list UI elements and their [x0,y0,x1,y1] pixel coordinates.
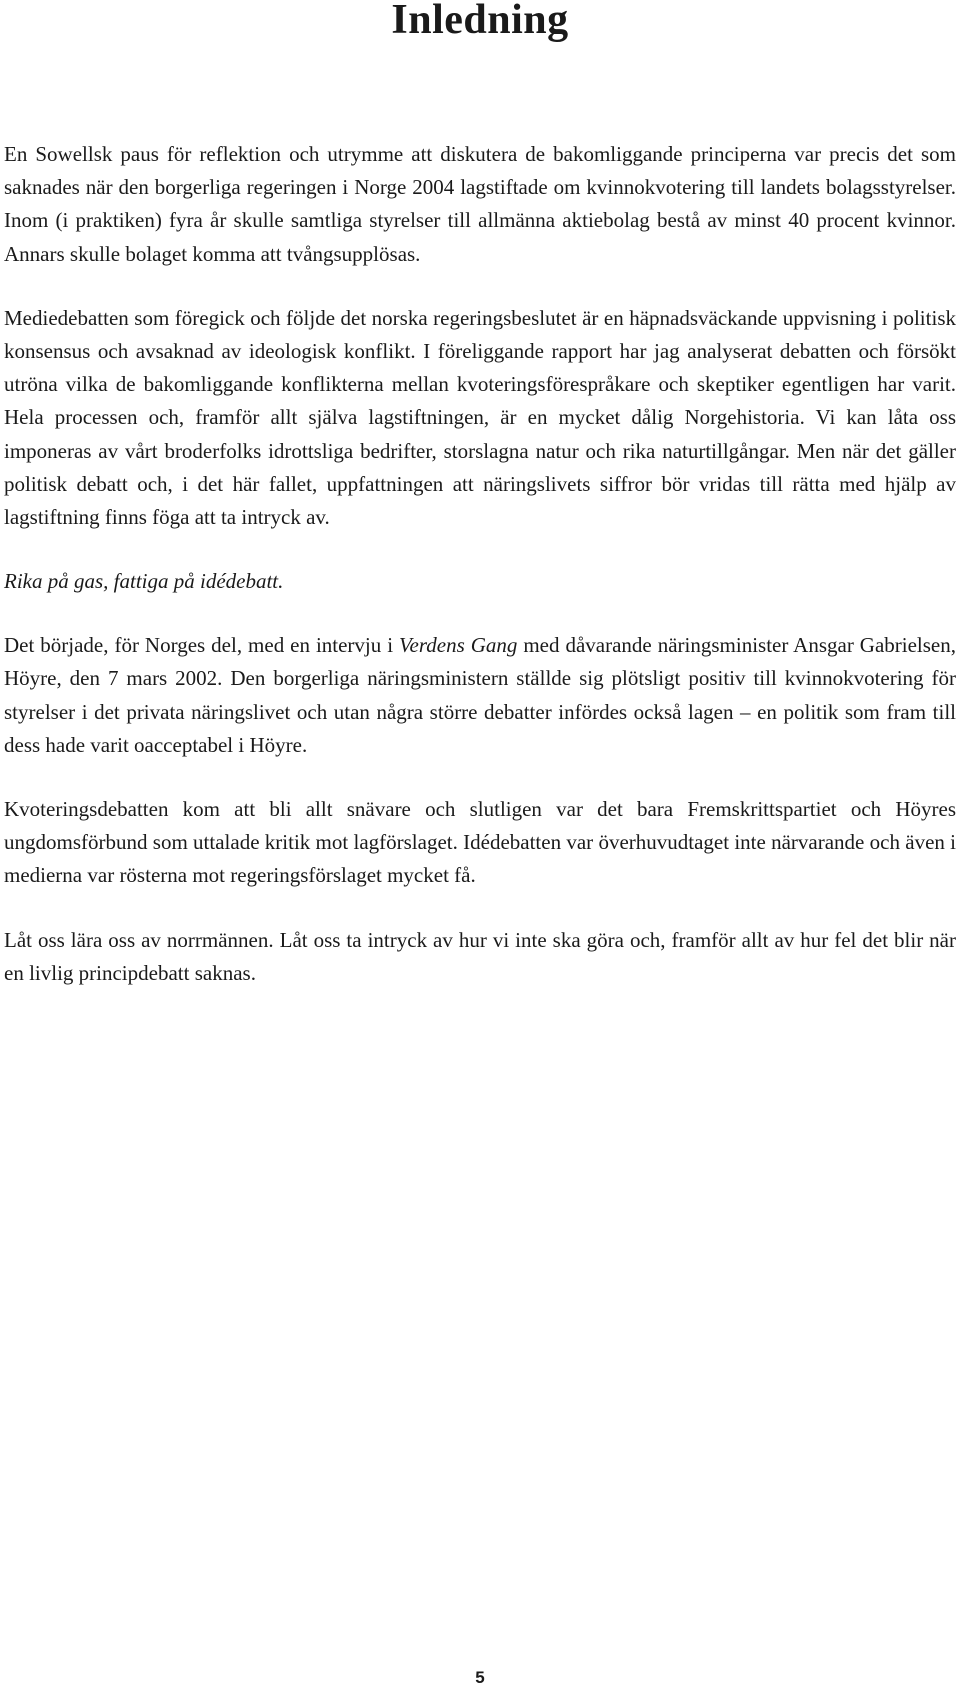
paragraph-5: Låt oss lära oss av norrmännen. Låt oss ta intryck av hur vi inte ska göra och, framför allt av hur fel det blir när en livlig principdebatt saknas. [4,927,956,985]
page-number: 5 [475,1668,485,1687]
paragraph-3-text-end: med dåvarande näringsminister Ansgar Gabrielsen, Höyre, den 7 mars 2002. Den borgerliga näringsministern ställde sig plötsligt positiv till kvinnokvotering för styrelser i det privata näringslivet och utan några större debatter infördes också lagen – en politik som fram till dess hade varit oacceptabel i Höyre. [4,633,956,757]
paragraph-3-text-start: Det började, för Norges del, med en intervju i [4,633,400,658]
page-title: Inledning [391,0,569,43]
body-text [4,138,956,990]
paragraph-2: Mediedebatten som föregick och följde det norska regeringsbeslutet är en häpnadsväckande uppvisning i politisk konsensus och avsaknad av ideologisk konflikt. I föreliggande rapport har jag analyserat debatten och försökt utröna vilka de bakomliggande konflikterna mellan kvoteringsförespråkare och skeptiker egentligen har varit. Hela processen och, framför allt själva lagstiftningen, är en mycket dålig Norgehistoria. Vi kan låta oss imponeras av vårt broderfolks idrottsliga bedrifter, storslagna natur och rika naturtillgångar. Men när det gäller politisk debatt och, i det här fallet, uppfattningen att näringslivets siffror bör vridas till rätta med hjälp av lagstiftning finns föga att ta intryck av. [4,305,956,530]
paragraph-4: Kvoteringsdebatten kom att bli allt snävare och slutligen var det bara Fremskrittspartiet och Höyres ungdomsförbund som uttalade kritik mot lagförslaget. Idédebatten var överhuvudtaget inte närvarande och även i medierna var rösterna mot regeringsförslaget mycket få. [4,797,956,888]
paragraph-3 [4,629,956,762]
newspaper-name: Verdens Gang [399,633,518,658]
section-subheading: Rika på gas, fattiga på idédebatt. [4,569,284,594]
paragraph-1: En Sowellsk paus för reflektion och utrymme att diskutera de bakomliggande principerna var precis det som saknades när den borgerliga regeringen i Norge 2004 lagstiftade om kvinnokvotering till landets bolagsstyrelser. Inom (i praktiken) fyra år skulle samtliga styrelser till allmänna aktiebolag bestå av minst 40 procent kvinnor. Annars skulle bolaget komma att tvångsupplösas. [4,142,956,266]
